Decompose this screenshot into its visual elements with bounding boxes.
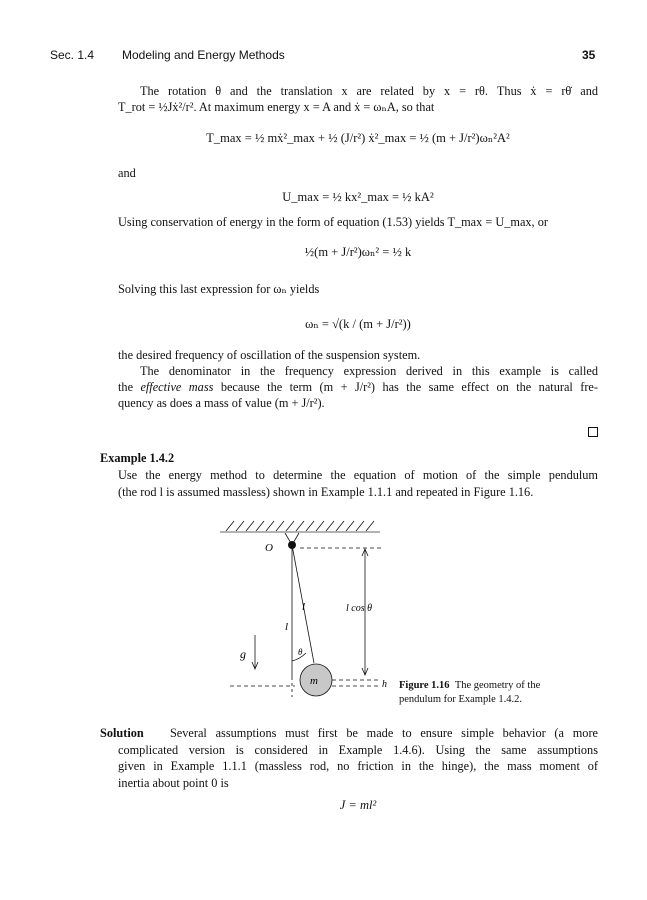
text: because the term (m + J/r²) has the same effect on the natural fre- [213, 380, 598, 394]
chapter-title: Modeling and Energy Methods [122, 48, 285, 62]
section-number: Sec. 1.4 [50, 48, 95, 62]
paragraph-line: The denominator in the frequency expression derived in this example is called [140, 364, 598, 378]
label-h: h [382, 679, 387, 690]
paragraph-line: T_rot = ½Jẋ²/r². At maximum energy x = A and ẋ = ωₙA, so that [118, 100, 435, 114]
caption-text: pendulum for Example 1.4.2. [399, 694, 523, 705]
paragraph-line: Using conservation of energy in the form of equation (1.53) yields T_max = U_max, or [118, 215, 548, 229]
emphasis-text: effective mass [140, 380, 214, 394]
text: Several assumptions must first be made to ensure simple behavior (a more [169, 726, 598, 740]
paragraph-line: given in Example 1.1.1 (massless rod, no friction in the hinge), the mass moment of [118, 759, 598, 773]
paragraph-line [118, 380, 598, 395]
paragraph-line [100, 726, 598, 741]
page-number: 35 [582, 48, 596, 62]
figure-caption [399, 679, 540, 707]
text: the [118, 380, 141, 394]
label-gravity: g [240, 647, 246, 661]
example-title: Example 1.4.2 [100, 451, 175, 465]
end-of-example-square-icon [588, 427, 598, 437]
pivot-icon [288, 541, 296, 549]
equation-tmax: T_max = ½ mẋ²_max + ½ (J/r²) ẋ²_max = ½ (m + J/r²)ωₙ²A² [206, 131, 510, 145]
paragraph-line: (the rod l is assumed massless) shown in Example 1.1.1 and repeated in Figure 1.16. [118, 485, 534, 499]
equation-inertia: J = ml² [339, 798, 377, 812]
label-rod: l [302, 601, 306, 613]
paragraph-line: the desired frequency of oscillation of the suspension system. [118, 348, 421, 362]
equation-omega: ωₙ = √(k / (m + J/r²)) [305, 317, 411, 331]
equation-umax: U_max = ½ kx²_max = ½ kA² [282, 190, 434, 204]
pendulum-figure [220, 515, 400, 715]
ceiling-hatch-icon [226, 521, 374, 531]
label-mass: m [310, 675, 318, 687]
paragraph-line: Solving this last expression for ωₙ yields [118, 282, 320, 296]
label-angle: θ [298, 647, 303, 657]
paragraph-line: Use the energy method to determine the equation of motion of the simple pendulum [118, 468, 598, 482]
paragraph-line: inertia about point 0 is [118, 776, 229, 790]
label-vertical: l [285, 621, 289, 633]
label-pivot: O [265, 542, 273, 554]
figure-label: Figure 1.16 [399, 680, 450, 691]
equation-energy: ½(m + J/r²)ωₙ² = ½ k [304, 245, 412, 259]
paragraph-line: complicated version is considered in Example 1.4.6). Using the same assumptions [118, 743, 598, 757]
solution-label: Solution [100, 726, 144, 740]
caption-text: The geometry of the [454, 680, 541, 691]
paragraph-line: The rotation θ and the translation x are related by x = rθ. Thus ẋ = rθ̇ and [140, 84, 598, 98]
text-and: and [118, 166, 136, 180]
paragraph-line: quency as does a mass of value (m + J/r²). [118, 396, 325, 410]
label-height: l cos θ [346, 603, 373, 614]
